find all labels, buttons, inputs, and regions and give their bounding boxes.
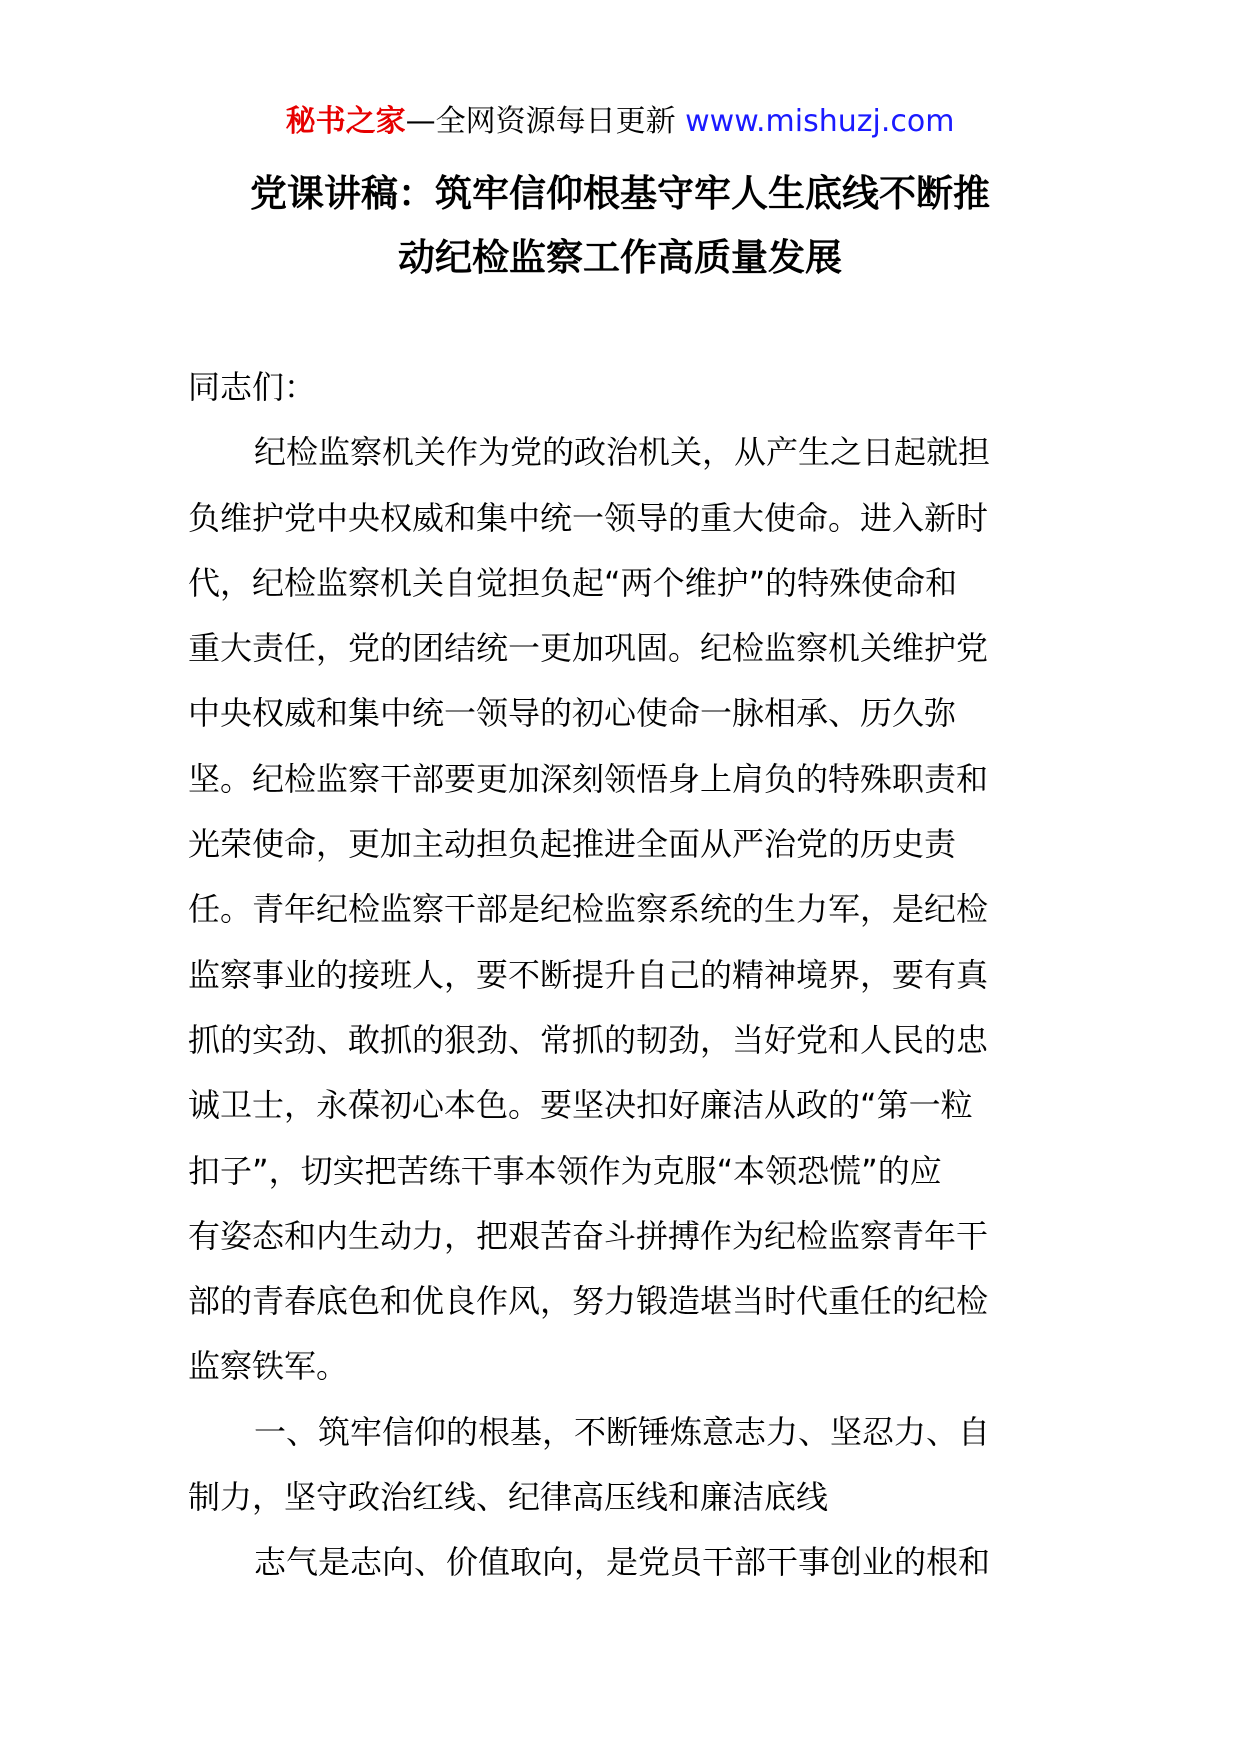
paragraph-line: 抓的实劲、敢抓的狠劲、常抓的韧劲，当好党和人民的忠: [188, 1020, 989, 1059]
document-body: [188, 355, 1058, 1596]
section-heading-line: 制力，坚守政治红线、纪律高压线和廉洁底线: [188, 1478, 829, 1517]
document-title: [150, 162, 1090, 290]
paragraph-line: 监察事业的接班人，要不断提升自己的精神境界，要有真: [188, 955, 989, 994]
section-heading-1: [188, 1400, 1058, 1531]
site-banner: [0, 100, 1240, 144]
paragraph-section-1: [188, 1530, 1058, 1595]
title-line: 动纪检监察工作高质量发展: [398, 236, 842, 279]
brand-name: 秘书之家: [285, 104, 406, 139]
paragraph-line: 扣子”，切实把苦练干事本领作为克服“本领恐慌”的应: [188, 1151, 942, 1190]
paragraph-line: 负维护党中央权威和集中统一领导的重大使命。进入新时: [188, 498, 989, 537]
paragraph-line: 志气是志向、价值取向，是党员干部干事创业的根和: [254, 1543, 991, 1582]
paragraph-line: 坚。纪检监察干部要更加深刻领悟身上肩负的特殊职责和: [188, 759, 989, 798]
paragraph-line: 部的青春底色和优良作风，努力锻造堪当时代重任的纪检: [188, 1282, 989, 1321]
site-url-link[interactable]: www.mishuzj.com: [685, 104, 955, 139]
paragraph-line: 任。青年纪检监察干部是纪检监察系统的生力军，是纪检: [188, 890, 989, 929]
paragraph-line: 中央权威和集中统一领导的初心使命一脉相承、历久弥: [188, 694, 957, 733]
paragraph-intro: [188, 420, 1058, 1399]
paragraph-line: 代，纪检监察机关自觉担负起“两个维护”的特殊使命和: [188, 563, 958, 602]
paragraph-line: 纪检监察机关作为党的政治机关，从产生之日起就担: [254, 433, 991, 472]
paragraph-line: 监察铁军。: [188, 1347, 349, 1386]
section-heading-line: 一、筑牢信仰的根基，不断锤炼意志力、坚忍力、自: [254, 1412, 991, 1451]
paragraph-line: 重大责任，党的团结统一更加巩固。纪检监察机关维护党: [188, 629, 989, 668]
banner-tagline: —全网资源每日更新: [405, 104, 686, 139]
paragraph-line: 诚卫士，永葆初心本色。要坚决扣好廉洁从政的“第一粒: [188, 1086, 973, 1125]
title-line: 党课讲稿：筑牢信仰根基守牢人生底线不断推: [250, 172, 990, 215]
salutation: 同志们：: [188, 368, 317, 406]
paragraph-line: 有姿态和内生动力，把艰苦奋斗拼搏作为纪检监察青年干: [188, 1216, 989, 1255]
paragraph-line: 光荣使命，更加主动担负起推进全面从严治党的历史责: [188, 825, 957, 864]
